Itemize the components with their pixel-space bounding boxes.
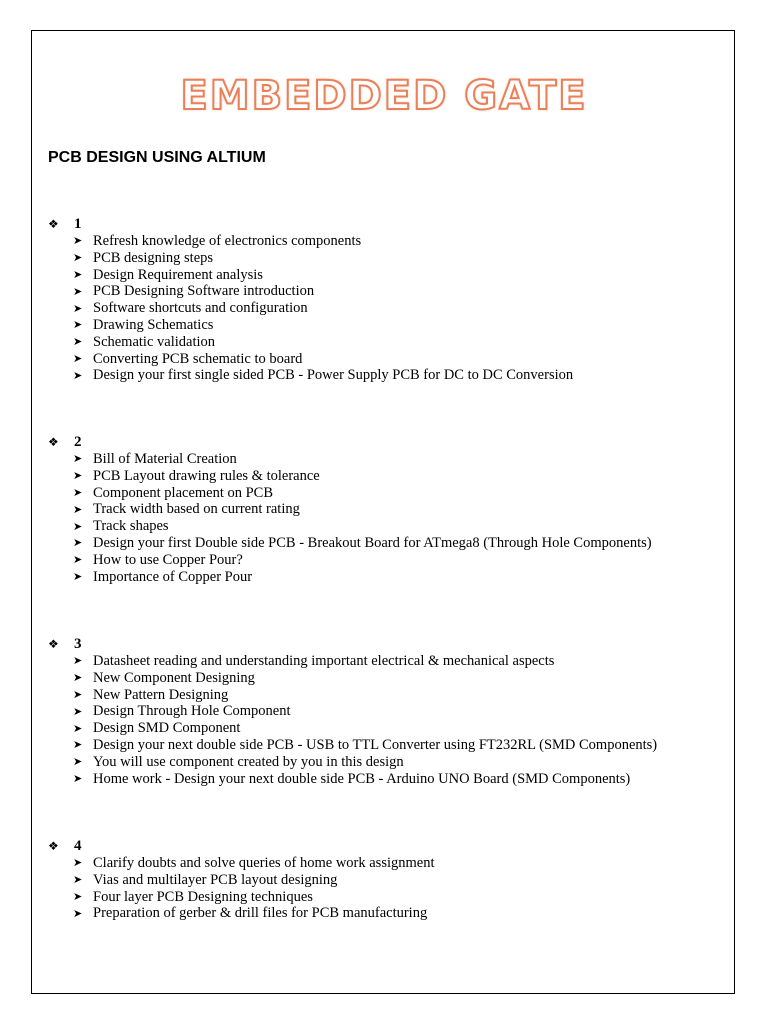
arrowhead-bullet-icon: ➤ [73, 268, 83, 281]
list-item-text: Four layer PCB Designing techniques [93, 888, 313, 905]
module-4 [48, 838, 435, 922]
list-item [73, 889, 435, 906]
list-item-text: Drawing Schematics [93, 316, 214, 333]
course-subtitle: PCB DESIGN USING ALTIUM [48, 149, 266, 166]
list-item-text: You will use component created by you in this design [93, 753, 404, 770]
module-1-heading [48, 216, 573, 233]
list-item-text: Design Through Hole Component [93, 703, 291, 720]
list-item [73, 317, 573, 334]
list-item [73, 233, 573, 250]
arrowhead-bullet-icon: ➤ [73, 554, 83, 567]
list-item-text: Importance of Copper Pour [93, 568, 253, 585]
list-item [73, 300, 573, 317]
arrowhead-bullet-icon: ➤ [73, 857, 83, 870]
diamond-bullet-icon: ❖ [48, 435, 59, 449]
list-item [73, 451, 652, 468]
list-item-text: Home work - Design your next double side PCB - Arduino UNO Board (SMD Components) [93, 770, 631, 787]
list-item [73, 855, 435, 872]
list-item-text: Schematic validation [93, 333, 216, 350]
module-2 [48, 434, 652, 585]
module-2-number: 2 [74, 434, 82, 450]
list-item-text: Track width based on current rating [93, 501, 300, 518]
list-item-text: Design Requirement analysis [93, 266, 263, 283]
arrowhead-bullet-icon: ➤ [73, 503, 83, 516]
list-item-text: Vias and multilayer PCB layout designing [93, 871, 338, 888]
diamond-bullet-icon: ❖ [48, 839, 59, 853]
arrowhead-bullet-icon: ➤ [73, 470, 83, 483]
module-3-number: 3 [74, 636, 82, 652]
arrowhead-bullet-icon: ➤ [73, 772, 83, 785]
arrowhead-bullet-icon: ➤ [73, 756, 83, 769]
list-item-text: Component placement on PCB [93, 484, 274, 501]
arrowhead-bullet-icon: ➤ [73, 705, 83, 718]
list-item-text: Preparation of gerber & drill files for PCB manufacturing [93, 905, 428, 922]
list-item [73, 754, 657, 771]
arrowhead-bullet-icon: ➤ [73, 722, 83, 735]
list-item [73, 283, 573, 300]
list-item-text: Bill of Material Creation [93, 451, 237, 467]
arrowhead-bullet-icon: ➤ [73, 319, 83, 332]
arrowhead-bullet-icon: ➤ [73, 336, 83, 349]
list-item [73, 535, 652, 552]
list-item [73, 670, 657, 687]
list-item-text: Software shortcuts and configuration [93, 300, 308, 317]
list-item-text: Refresh knowledge of electronics components [93, 233, 362, 249]
module-3 [48, 636, 657, 787]
arrowhead-bullet-icon: ➤ [73, 890, 83, 903]
list-item [73, 687, 657, 704]
list-item [73, 501, 652, 518]
list-item [73, 334, 573, 351]
list-item-text: Design your first Double side PCB - Breakout Board for ATmega8 (Through Hole Components) [93, 534, 652, 551]
list-item-text: Clarify doubts and solve queries of home work assignment [93, 855, 435, 871]
list-item [73, 351, 573, 368]
list-item-text: Converting PCB schematic to board [93, 350, 303, 367]
list-item [73, 250, 573, 267]
diamond-bullet-icon: ❖ [48, 637, 59, 651]
arrowhead-bullet-icon: ➤ [73, 907, 83, 920]
list-item [73, 653, 657, 670]
list-item [73, 367, 573, 384]
list-item [73, 771, 657, 788]
document-title: EMBEDDED GATE [180, 73, 588, 119]
module-4-heading [48, 838, 435, 855]
list-item-text: Track shapes [93, 518, 169, 535]
list-item-text: Design SMD Component [93, 720, 241, 737]
arrowhead-bullet-icon: ➤ [73, 352, 83, 365]
arrowhead-bullet-icon: ➤ [73, 739, 83, 752]
module-2-list [48, 451, 652, 585]
module-1-list [48, 233, 573, 384]
module-3-heading [48, 636, 657, 653]
list-item-text: PCB Layout drawing rules & tolerance [93, 467, 320, 484]
arrowhead-bullet-icon: ➤ [73, 235, 83, 248]
list-item [73, 267, 573, 284]
module-1 [48, 216, 573, 384]
arrowhead-bullet-icon: ➤ [73, 302, 83, 315]
list-item-text: PCB Designing Software introduction [93, 283, 315, 300]
module-1-number: 1 [74, 216, 82, 232]
arrowhead-bullet-icon: ➤ [73, 874, 83, 887]
list-item-text: Design your next double side PCB - USB to TTL Converter using FT232RL (SMD Components) [93, 736, 658, 753]
list-item [73, 569, 652, 586]
list-item [73, 485, 652, 502]
arrowhead-bullet-icon: ➤ [73, 369, 83, 382]
arrowhead-bullet-icon: ➤ [73, 672, 83, 685]
list-item [73, 720, 657, 737]
list-item-text: New Pattern Designing [93, 686, 229, 703]
list-item [73, 518, 652, 535]
list-item [73, 552, 652, 569]
arrowhead-bullet-icon: ➤ [73, 252, 83, 265]
module-4-number: 4 [74, 838, 82, 854]
arrowhead-bullet-icon: ➤ [73, 520, 83, 533]
list-item [73, 468, 652, 485]
arrowhead-bullet-icon: ➤ [73, 486, 83, 499]
module-2-heading [48, 434, 652, 451]
list-item-text: Design your first single sided PCB - Power Supply PCB for DC to DC Conversion [93, 367, 574, 384]
arrowhead-bullet-icon: ➤ [73, 570, 83, 583]
arrowhead-bullet-icon: ➤ [73, 453, 83, 466]
arrowhead-bullet-icon: ➤ [73, 285, 83, 298]
list-item [73, 905, 435, 922]
list-item-text: Datasheet reading and understanding important electrical & mechanical aspects [93, 653, 555, 669]
arrowhead-bullet-icon: ➤ [73, 688, 83, 701]
list-item-text: How to use Copper Pour? [93, 551, 243, 568]
arrowhead-bullet-icon: ➤ [73, 655, 83, 668]
list-item-text: PCB designing steps [93, 249, 214, 266]
module-4-list [48, 855, 435, 922]
list-item [73, 703, 657, 720]
arrowhead-bullet-icon: ➤ [73, 537, 83, 550]
list-item [73, 872, 435, 889]
diamond-bullet-icon: ❖ [48, 217, 59, 231]
list-item [73, 737, 657, 754]
module-3-list [48, 653, 657, 787]
list-item-text: New Component Designing [93, 669, 255, 686]
